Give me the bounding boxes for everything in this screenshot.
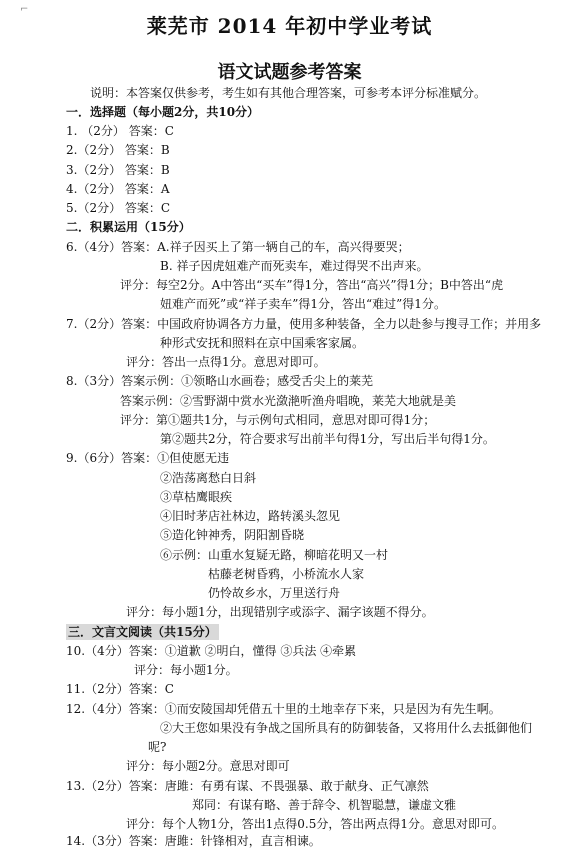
section-heading-1: 一．选择题（每小题2分，共10分） xyxy=(66,105,260,119)
section-heading-3 xyxy=(66,625,219,639)
scoring-line-q10: 评分：每小题1分。 xyxy=(134,663,238,677)
note-line: 说明：本答案仅供参考，考生如有其他合理答案，可参考本评分标准赋分。 xyxy=(90,86,487,100)
answer-line-q6: 6.（4分）答案：A.祥子因买上了第一辆自己的车，高兴得要哭； xyxy=(66,240,410,254)
scoring-line-q8: 评分：第①题共1分，与示例句式相同，意思对即可得1分； xyxy=(120,413,436,427)
scoring-line-q6: 评分：每空2分。A中答出“买车”得1分，答出“高兴”得1分；B中答出“虎 xyxy=(120,278,504,292)
answer-line-q2: 2.（2分） 答案：B xyxy=(66,143,170,157)
answer-line-q9-example-2: 枯藤老树昏鸦，小桥流水人家 xyxy=(208,567,365,581)
answer-line-q11: 11.（2分）答案：C xyxy=(66,682,174,696)
exam-title: 莱芜市 2014 年初中学业考试 xyxy=(146,14,433,38)
answer-line-q6-b: B. 祥子因虎妞难产而死卖车，难过得哭不出声来。 xyxy=(160,259,429,273)
answer-line-q9-5: ⑤造化钟神秀，阴阳割昏晓 xyxy=(160,528,305,542)
answer-line-q13-1: 13.（2分）答案：唐雎：有勇有谋、不畏强暴、敢于献身、正气凛然 xyxy=(66,779,429,793)
answer-line-q7-cont: 种形式安抚和照料在京中国乘客家属。 xyxy=(160,336,365,350)
answer-line-q9-3: ③草枯鹰眼疾 xyxy=(160,490,233,504)
answer-line-q9-4: ④旧时茅店社林边，路转溪头忽见 xyxy=(160,509,341,523)
answer-line-q1: 1. （2分） 答案：C xyxy=(66,124,174,138)
answer-line-q8-2: 答案示例：②雪野湖中赏水光潋滟听渔舟唱晚，莱芜大地就是美 xyxy=(120,394,457,408)
answer-line-q12-2-cont: 呢? xyxy=(148,740,167,754)
answer-line-q14: 14.（3分）答案：唐雎：针锋相对，直言相谏。 xyxy=(66,834,321,848)
answer-line-q12-1: 12.（4分）答案：①而安陵国却凭借五十里的土地幸存下来，只是因为有先生啊。 xyxy=(66,702,501,716)
answer-line-q9-6: ⑥示例：山重水复疑无路，柳暗花明又一村 xyxy=(160,548,389,562)
section-heading-3-text: 三．文言文阅读（共15分） xyxy=(68,625,217,639)
scoring-line-q12: 评分：每小题2分。意思对即可 xyxy=(126,759,290,773)
answer-line-q7: 7.（2分）答案：中国政府协调各方力量，使用多种装备，全力以赴参与搜寻工作；并用多 xyxy=(66,317,542,331)
scoring-line-q9: 评分：每小题1分，出现错别字或添字、漏字该题不得分。 xyxy=(126,605,434,619)
answer-line-q8-1: 8.（3分）答案示例：①领略山水画卷；感受舌尖上的莱芜 xyxy=(66,374,374,388)
page-corner-mark: ⌐ xyxy=(20,4,29,15)
answer-key-title: 语文试题参考答案 xyxy=(217,62,362,83)
answer-line-q13-2: 郑同：有谋有略、善于辞令、机智聪慧，谦虚文雅 xyxy=(192,798,457,812)
answer-line-q4: 4.（2分） 答案：A xyxy=(66,182,170,196)
answer-line-q9-example-3: 仍怜故乡水，万里送行舟 xyxy=(208,586,341,600)
scoring-line-q6-cont: 妞难产而死”或“祥子卖车”得1分，答出“难过”得1分。 xyxy=(160,297,446,311)
answer-line-q9-2: ②浩荡离愁白日斜 xyxy=(160,471,257,485)
scoring-line-q7: 评分：答出一点得1分。意思对即可。 xyxy=(126,355,326,369)
answer-line-q5: 5.（2分） 答案：C xyxy=(66,201,171,215)
scoring-line-q8-cont: 第②题共2分，符合要求写出前半句得1分，写出后半句得1分。 xyxy=(160,432,495,446)
section-heading-2: 二．积累运用（15分） xyxy=(66,220,191,234)
answer-line-q10: 10.（4分）答案：①道歉 ②明白，懂得 ③兵法 ④牵累 xyxy=(66,644,357,658)
answer-line-q12-2: ②大王您如果没有争战之国所具有的防御装备，又将用什么去抵御他们 xyxy=(160,721,533,735)
scoring-line-q13: 评分：每个人物1分，答出1点得0.5分，答出两点得1分。意思对即可。 xyxy=(126,817,504,831)
answer-line-q9: 9.（6分）答案：①但使愿无违 xyxy=(66,451,230,465)
answer-line-q3: 3.（2分） 答案：B xyxy=(66,163,170,177)
